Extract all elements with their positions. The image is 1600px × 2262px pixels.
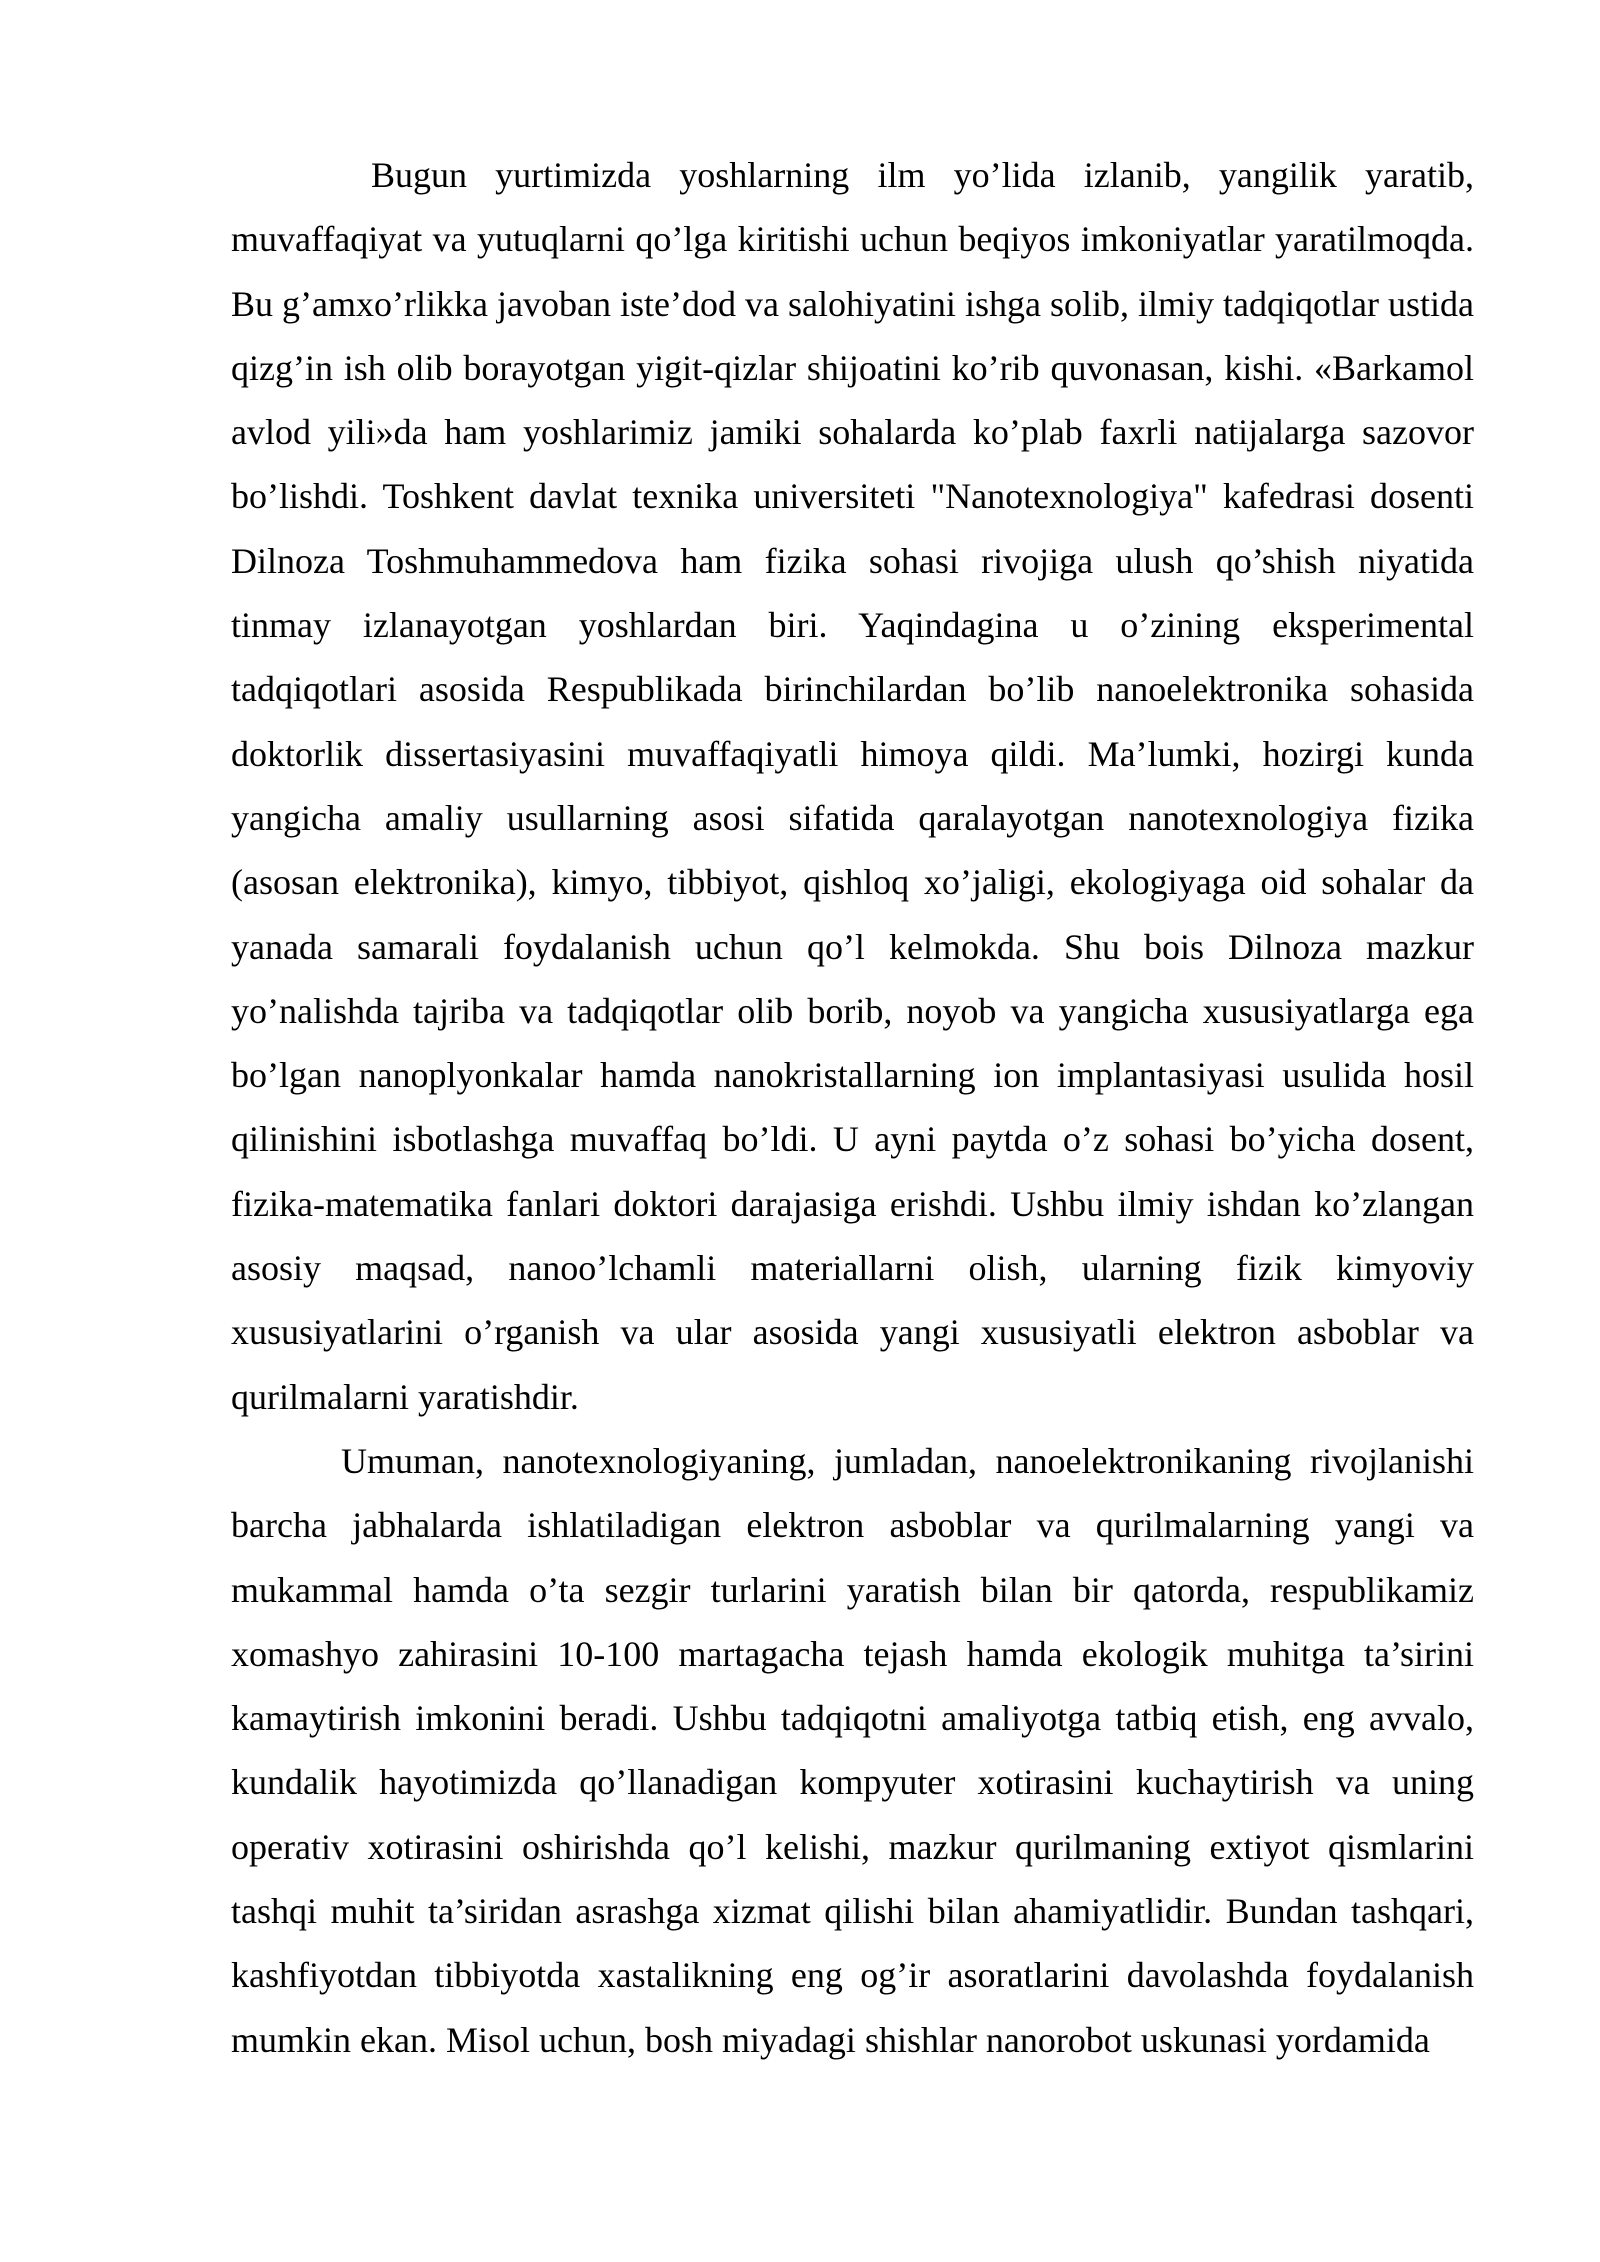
paragraph-2: Umuman, nanotexnologiyaning, jumladan, nanoelektronikaning rivojlanishi barcha jabhalarda ishlatiladigan elektron asboblar va qurilmalarning yangi va mukammal hamda o’ta sezgir turlarini yaratish bilan bir qatorda, respublikamiz xomashyo zahirasini 10-100 martagacha tejash hamda ekologik muhitga ta’sirini kamaytirish imkonini beradi. Ushbu tadqiqotni amaliyotga tatbiq etish, eng avvalo, kundalik hayotimizda qo’llanadigan kompyuter xotirasini kuchaytirish va uning operativ xotirasini oshirishda qo’l kelishi, mazkur qurilmaning extiyot qismlarini tashqi muhit ta’siridan asrashga xizmat qilishi bilan ahamiyatlidir. Bundan tashqari, kashfiyotdan tibbiyotda xastalikning eng og’ir asoratlarini davolashda foydalanish mumkin ekan. Misol uchun, bosh miyadagi shishlar nanorobot uskunasi yordamida (231, 1440, 1474, 2060)
document-body (231, 143, 1474, 2072)
paragraph-1: Bugun yurtimizda yoshlarning ilm yo’lida izlanib, yangilik yaratib, muvaffaqiyat va yutuqlarni qo’lga kiritishi uchun beqiyos imkoniyatlar yaratilmoqda. Bu g’amxo’rlikka javoban iste’dod va salohiyatini ishga solib, ilmiy tadqiqotlar ustida qizg’in ish olib borayotgan yigit-qizlar shijoatini ko’rib quvonasan, kishi. «Barkamol avlod yili»da ham yoshlarimiz jamiki sohalarda ko’plab faxrli natijalarga sazovor bo’lishdi. Toshkent davlat texnika universiteti "Nanotexnologiya" kafedrasi dosenti Dilnoza Toshmuhammedova ham fizika sohasi rivojiga ulush qo’shish niyatida tinmay izlanayotgan yoshlardan biri. Yaqindagina u o’zining eksperimental tadqiqotlari asosida Respublikada birinchilardan bo’lib nanoelektronika sohasida doktorlik dissertasiyasini muvaffaqiyatli himoya qildi. Ma’lumki, hozirgi kunda yangicha amaliy usullarning asosi sifatida qaralayotgan nanotexnologiya fizika (asosan elektronika), kimyo, tibbiyot, qishloq xo’jaligi, ekologiyaga oid sohalar da yanada samarali foydalanish uchun qo’l kelmokda. Shu bois Dilnoza mazkur yo’nalishda tajriba va tadqiqotlar olib borib, noyob va yangicha xususiyatlarga ega bo’lgan nanoplyonkalar hamda nanokristallarning ion implantasiyasi usulida hosil qilinishini isbotlashga muvaffaq bo’ldi. U ayni paytda o’z sohasi bo’yicha dosent, fizika-matematika fanlari doktori darajasiga erishdi. Ushbu ilmiy ishdan ko’zlangan asosiy maqsad, nanoo’lchamli materiallarni olish, ularning fizik kimyoviy xususiyatlarini o’rganish va ular asosida yangi xususiyatli elektron asboblar va qurilmalarni yaratishdir. (231, 155, 1474, 1417)
